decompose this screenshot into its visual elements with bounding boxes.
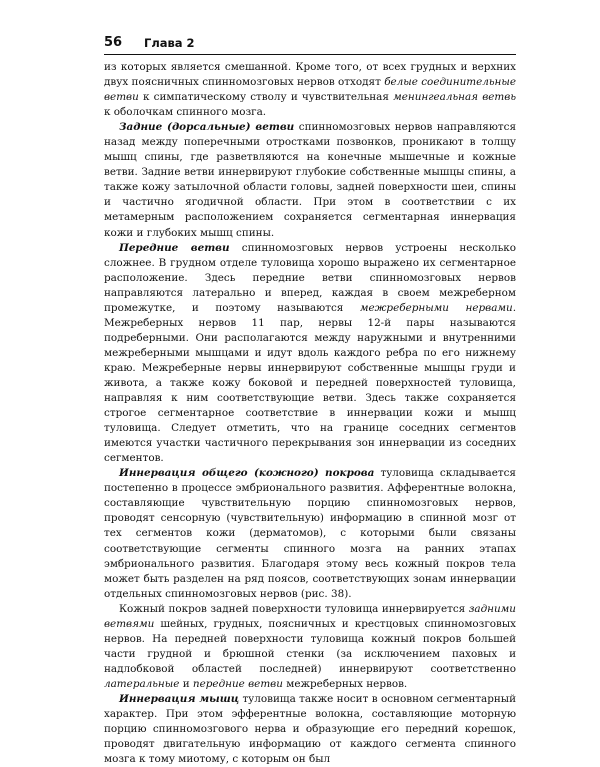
section-term: Передние ветви [119,241,230,254]
text-run: к симпатическому стволу и чувствительная [138,91,394,104]
italic-term: латеральные [104,677,180,690]
italic-term: задними ветвями [104,602,516,630]
italic-term: менингеальная ветвь [393,91,516,104]
paragraph [104,466,516,601]
section-term: Иннервация мышц [119,692,240,705]
text-run: из которых является смешанной. Кроме того, от всех грудных и верхних двух поясничных спинномозговых нервов отходят [104,61,516,89]
text-run: туловища также носит в основном сегментарный характер. При этом эфферентные волокна, составляющие моторную порцию спинномозгового нерва и образующие его передний корешок, проводят двигательную информацию от каждого сегмента спинного мозга к тому миотому, с которым он был [104,692,516,766]
page-header [104,34,516,55]
italic-term: белые соединительные ветви [104,76,517,104]
text-run: Межреберных нервов 11 пар, нервы 12-й пары называются подреберными. Они располагаются между наружными и внутренними межреберными мышцами и идут вдоль каждого ребра по его нижнему краю. Межреберные нервы иннервируют собственные мышцы груди и живота, а также кожу боковой и передней поверхностей туловища, направляя к ним соответствующие ветви. Здесь также сохраняется строгое сегментарное соответствие в иннервации кожи и мышц туловища. Следует отметить, что на границе соседних сегментов имеются участки частичного перекрывания зон иннервации из соседних сегментов. [104,316,516,465]
paragraph [104,120,516,240]
page-number: 56 [104,35,123,50]
section-term: Иннервация общего (кожного) покрова [119,467,375,480]
italic-term: передние ветви [192,677,283,690]
text-run: туловища складывается постепенно в процессе эмбрионального развития. Афферентные волокна, составляющие чувствительную порцию спинномозговых нервов, проводят сенсорную (чувствительную) информацию в спинной мозг от тех сегментов кожи (дерматомов), с которыми были связаны соответствующие сегменты спинного мозга на ранних этапах эмбрионального развития. Благодаря этому весь кожный покров тела может быть разделен на ряд поясов, соответствующих зонам иннервации отдельных спинномозговых нервов (рис. 38). [104,467,516,600]
body-text [104,60,516,767]
paragraph [104,241,516,467]
text-run: шейных, грудных, поясничных и крестцовых спинномозговых нервов. На передней поверхности туловища кожный покров большей части грудной и брюшной стенки (за исключением паховых и надлобковой областей последней) иннервируют соответственно [104,617,516,675]
chapter-title: Глава 2 [144,36,195,50]
paragraph [104,60,516,120]
text-run: и [179,677,193,690]
text-run: межреберных нервов. [282,677,408,690]
paragraph [104,692,516,767]
paragraph [104,602,516,692]
text-run: спинномозговых нервов направляются назад между поперечными отростками позвонков, проникают в толщу мышц спины, где разветвляются на конечные мышечные и кожные ветви. Задние ветви иннервируют глубокие собственные мышцы спины, а также кожу затылочной области головы, задней поверхности шеи, спины и частично ягодичной области. При этом в соответствии с их метамерным расположением сохраняется сегментарная иннервация кожи и глубоких мышц спины. [104,121,517,239]
text-run: к оболочкам спинного мозга. [104,106,267,119]
text-run: Кожный покров задней поверхности туловища иннервируется [119,602,469,615]
section-term: Задние (дорсальные) ветви [119,121,295,134]
text-run: спинномозговых нервов устроены несколько сложнее. В грудном отделе туловища хорошо выражено их сегментарное расположение. Здесь передние ветви спинномозговых нервов направляются латерально и вперед, каждая в своем межреберном промежутке, и поэтому называются [104,241,516,314]
italic-term: межреберными нервами. [359,301,516,314]
